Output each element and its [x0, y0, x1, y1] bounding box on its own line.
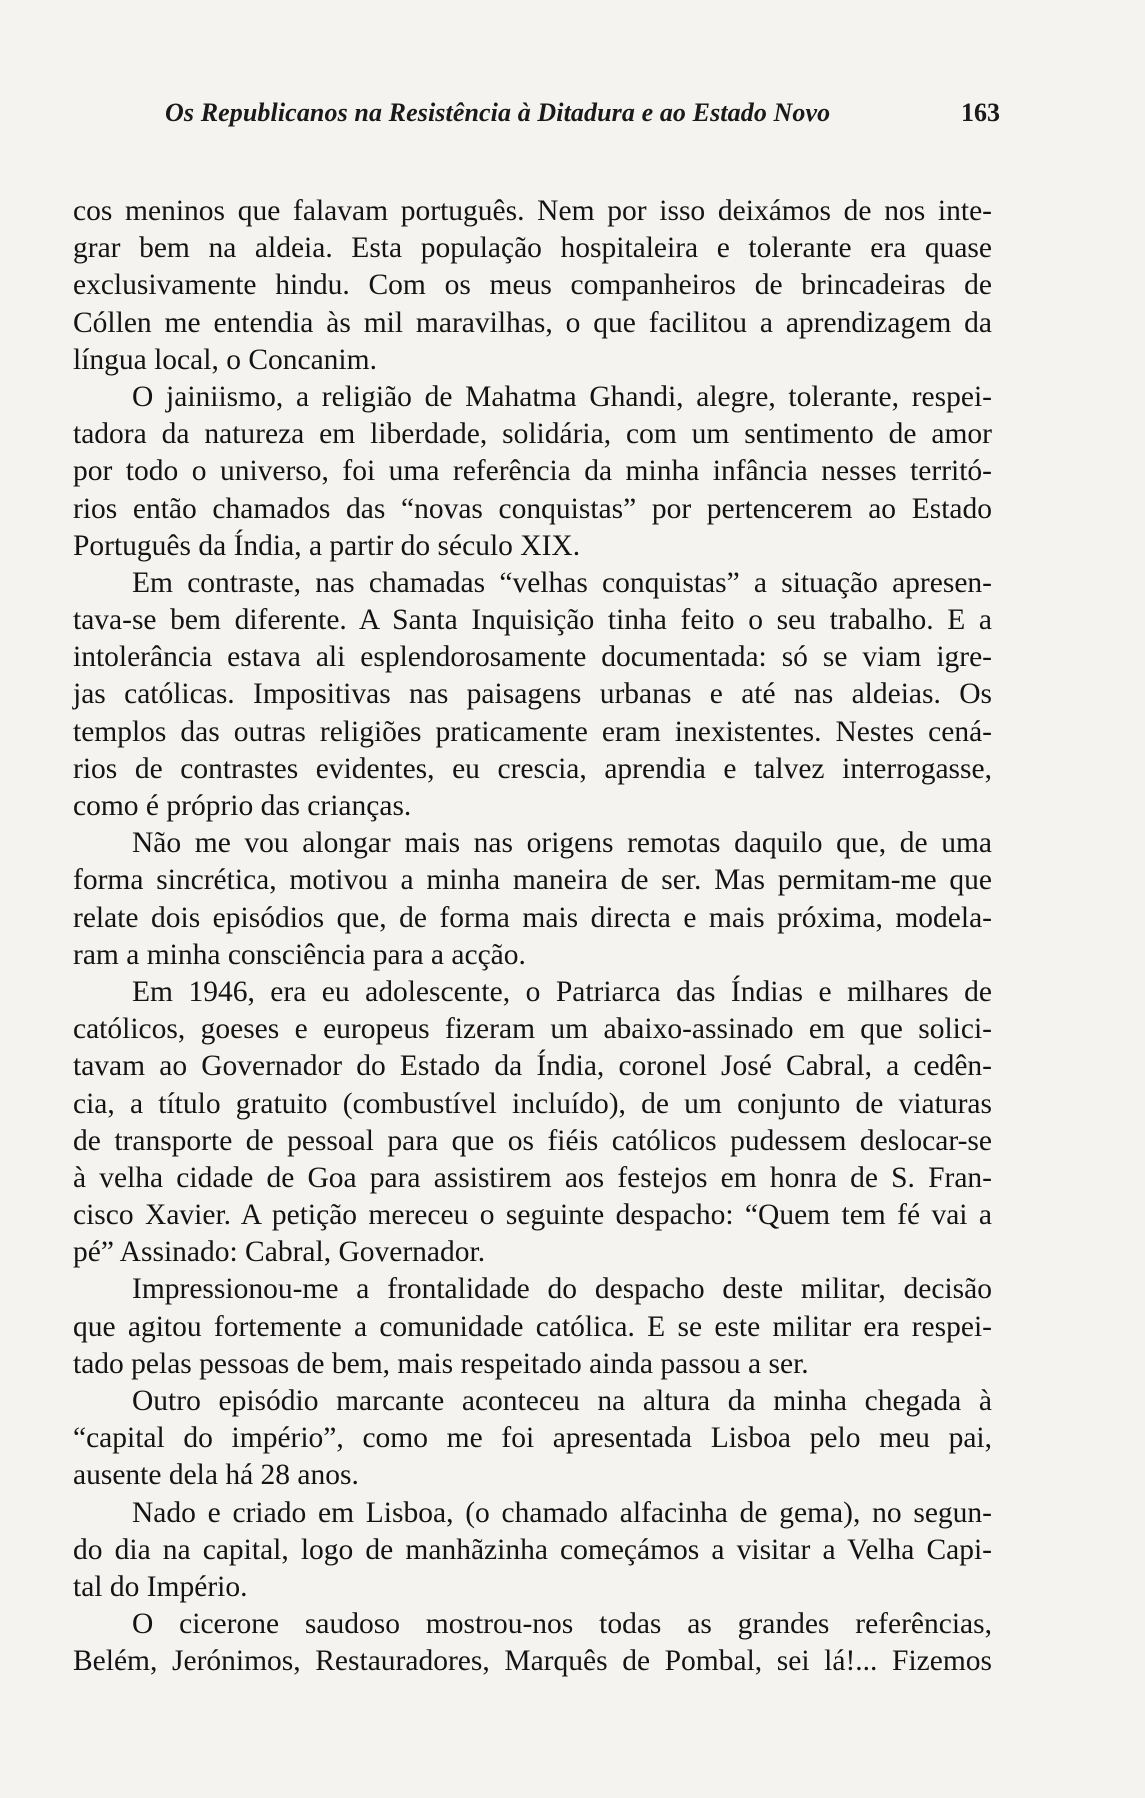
text-line: católicos, goeses e europeus fizeram um abaixo-assinado em que solici- [73, 1013, 992, 1046]
text-line: Belém, Jerónimos, Restauradores, Marquês de Pombal, sei lá!... Fizemos [73, 1645, 992, 1678]
text-line: tado pelas pessoas de bem, mais respeitado ainda passou a ser. [73, 1347, 809, 1380]
paragraph [73, 1271, 992, 1383]
text-line: língua local, o Concanim. [73, 343, 377, 376]
text-line: O cicerone saudoso mostrou-nos todas as grandes referências, [132, 1608, 992, 1641]
text-line: jas católicas. Impositivas nas paisagens urbanas e até nas aldeias. Os [73, 678, 992, 711]
text-line: Cóllen me entendia às mil maravilhas, o que facilitou a aprendizagem da [73, 306, 992, 339]
text-line: rios então chamados das “novas conquistas” por pertencerem ao Estado [73, 492, 992, 525]
text-line: ausente dela há 28 anos. [73, 1459, 359, 1492]
text-line: pé” Assinado: Cabral, Governador. [73, 1236, 486, 1269]
text-line: cos meninos que falavam português. Nem por isso deixámos de nos inte- [73, 195, 992, 227]
text-line: exclusivamente hindu. Com os meus companheiros de brincadeiras de [73, 269, 992, 302]
page-number: 163 [961, 98, 1000, 127]
text-line: Outro episódio marcante aconteceu na altura da minha chegada à [132, 1385, 992, 1417]
paragraph [73, 565, 992, 825]
text-line: Português da Índia, a partir do século XIX. [73, 529, 581, 562]
text-line: relate dois episódios que, de forma mais directa e mais próxima, modela- [73, 901, 992, 934]
text-line: do dia na capital, logo de manhãzinha começámos a visitar a Velha Capi- [73, 1533, 992, 1566]
text-line: Em contraste, nas chamadas “velhas conquistas” a situação apresen- [132, 566, 992, 599]
text-line: por todo o universo, foi uma referência da minha infância nesses territó- [73, 455, 992, 488]
text-line: à velha cidade de Goa para assistirem aos festejos em honra de S. Fran- [73, 1161, 992, 1194]
text-line: tavam ao Governador do Estado da Índia, coronel José Cabral, a cedên- [73, 1050, 992, 1083]
text-line: Em 1946, era eu adolescente, o Patriarca das Índias e milhares de [132, 975, 992, 1008]
paragraph [73, 379, 992, 565]
paragraph [73, 1606, 992, 1680]
text-line: Nado e criado em Lisboa, (o chamado alfacinha de gema), no segun- [132, 1496, 992, 1529]
paragraph [73, 974, 992, 1272]
text-line: ram a minha consciência para a acção. [73, 938, 526, 971]
paragraph [73, 825, 992, 974]
paragraph [73, 193, 992, 379]
text-line: grar bem na aldeia. Esta população hospitaleira e tolerante era quase [73, 232, 992, 265]
text-line: tadora da natureza em liberdade, solidária, com um sentimento de amor [73, 418, 992, 451]
running-title: Os Republicanos na Resistência à Ditadura e ao Estado Novo [165, 98, 831, 127]
text-line: Impressionou-me a frontalidade do despacho deste militar, decisão [132, 1273, 992, 1306]
text-line: “capital do império”, como me foi apresentada Lisboa pelo meu pai, [73, 1422, 992, 1455]
body-text [73, 193, 992, 1681]
text-line: cia, a título gratuito (combustível incluído), de um conjunto de viaturas [73, 1087, 992, 1120]
paragraph [73, 1383, 992, 1495]
text-line: O jainiismo, a religião de Mahatma Ghandi, alegre, tolerante, respei- [132, 380, 992, 413]
text-line: que agitou fortemente a comunidade católica. E se este militar era respei- [73, 1310, 992, 1343]
text-line: tava-se bem diferente. A Santa Inquisição tinha feito o seu trabalho. E a [73, 604, 992, 637]
text-line: Não me vou alongar mais nas origens remotas daquilo que, de uma [132, 827, 992, 860]
text-line: de transporte de pessoal para que os fiéis católicos pudessem deslocar-se [73, 1124, 992, 1157]
text-line: intolerância estava ali esplendorosamente documentada: só se viam igre- [73, 641, 992, 674]
text-line: tal do Império. [73, 1570, 248, 1603]
text-line: templos das outras religiões praticamente eram inexistentes. Nestes cená- [73, 715, 992, 748]
text-line: cisco Xavier. A petição mereceu o seguinte despacho: “Quem tem fé vai a [73, 1199, 992, 1232]
text-line: forma sincrética, motivou a minha maneira de ser. Mas permitam-me que [73, 864, 992, 897]
running-header [165, 98, 1000, 138]
text-line: rios de contrastes evidentes, eu crescia, aprendia e talvez interrogasse, [73, 752, 992, 785]
text-line: como é próprio das crianças. [73, 790, 412, 822]
paragraph [73, 1495, 992, 1607]
